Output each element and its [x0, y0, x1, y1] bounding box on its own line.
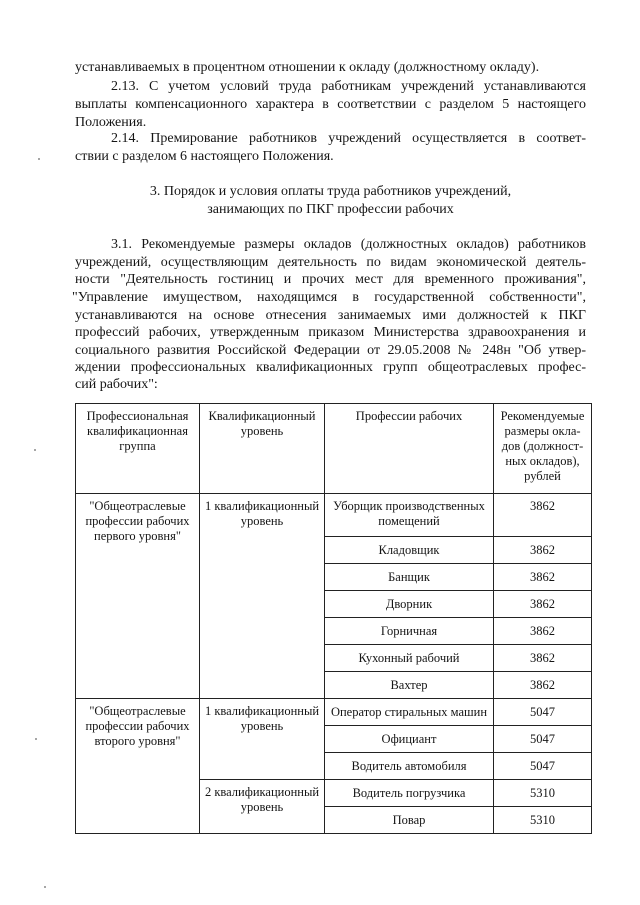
- profession-cell: Повар: [325, 807, 494, 834]
- profession-cell: Водитель автомобиля: [325, 753, 494, 780]
- table-row: [76, 699, 592, 726]
- table-row: [76, 494, 592, 537]
- paragraph-line: устанавливаемых в процентном отношении к окладу (должностному окладу).: [75, 60, 540, 75]
- level-cell: 2 квалификационный уровень: [200, 780, 325, 834]
- paragraph-line: 2.13. С учетом условий труда работникам учреждений устанавливаются: [111, 79, 586, 94]
- section-heading: 3. Порядок и условия оплаты труда работников учреждений,: [149, 184, 512, 199]
- level-cell: 1 квалификационный уровень: [200, 494, 325, 699]
- profession-cell: Оператор стиральных машин: [325, 699, 494, 726]
- paragraph-line: Положения.: [75, 115, 147, 130]
- salary-cell: 5047: [494, 726, 592, 753]
- scan-speck: [44, 886, 46, 888]
- group-cell: "Общеотраслевые профессии рабочих первого уровня": [76, 494, 200, 699]
- paragraph-line: социального развития Российской Федерации от 29.05.2008 № 248н "Об утвер-: [75, 343, 586, 358]
- profession-cell: Кухонный рабочий: [325, 645, 494, 672]
- salary-cell: 3862: [494, 494, 592, 537]
- paragraph-line: ждении профессиональных квалификационных групп общеотраслевых профес-: [75, 360, 586, 375]
- paragraph-line: выплаты компенсационного характера в соответствии с разделом 5 настоящего: [75, 97, 586, 112]
- salary-cell: 3862: [494, 564, 592, 591]
- salary-cell: 3862: [494, 672, 592, 699]
- salary-cell: 3862: [494, 537, 592, 564]
- header-group: Профессиональная квалификационная группа: [76, 404, 200, 494]
- paragraph-line: ности "Деятельность гостиниц и прочих мест для временного проживания",: [75, 272, 586, 287]
- group-cell: "Общеотраслевые профессии рабочих второго уровня": [76, 699, 200, 834]
- profession-cell: Вахтер: [325, 672, 494, 699]
- profession-cell: Банщик: [325, 564, 494, 591]
- paragraph-line: учреждений, осуществляющим деятельность по видам экономической деятель-: [75, 255, 586, 270]
- salary-table: [75, 403, 592, 834]
- salary-cell: 5310: [494, 780, 592, 807]
- paragraph-line: сий рабочих":: [75, 377, 158, 392]
- header-salary: Рекомендуемые размеры окла-дов (должност-ных окладов), рублей: [494, 404, 592, 494]
- header-profession: Профессии рабочих: [325, 404, 494, 494]
- paragraph-line: 3.1. Рекомендуемые размеры окладов (должностных окладов) работников: [111, 237, 586, 252]
- paragraph-line: устанавливаются на основе отнесения занимаемых ими должностей к ПКГ: [75, 308, 586, 323]
- profession-cell: Кладовщик: [325, 537, 494, 564]
- salary-cell: 5047: [494, 699, 592, 726]
- profession-cell: Горничная: [325, 618, 494, 645]
- salary-cell: 5047: [494, 753, 592, 780]
- profession-cell: Официант: [325, 726, 494, 753]
- salary-cell: 3862: [494, 591, 592, 618]
- table-header-row: [76, 404, 592, 494]
- scan-speck: [34, 449, 36, 451]
- profession-cell: Водитель погрузчика: [325, 780, 494, 807]
- salary-cell: 3862: [494, 618, 592, 645]
- paragraph-line: 2.14. Премирование работников учреждений осуществляется в соответ-: [111, 131, 586, 146]
- paragraph-line: ствии с разделом 6 настоящего Положения.: [75, 149, 334, 164]
- scan-speck: [38, 158, 40, 160]
- salary-cell: 5310: [494, 807, 592, 834]
- header-level: Квалификационный уровень: [200, 404, 325, 494]
- salary-cell: 3862: [494, 645, 592, 672]
- profession-cell: Дворник: [325, 591, 494, 618]
- level-cell: 1 квалификационный уровень: [200, 699, 325, 780]
- profession-cell: Уборщик производственных помещений: [325, 494, 494, 537]
- section-heading: занимающих по ПКГ профессии рабочих: [207, 202, 454, 217]
- paragraph-line: профессий рабочих, утвержденным приказом Министерства здравоохранения и: [75, 325, 586, 340]
- scan-speck: [35, 738, 37, 740]
- paragraph-line: "Управление имуществом, находящимся в государственной собственности",: [72, 290, 586, 305]
